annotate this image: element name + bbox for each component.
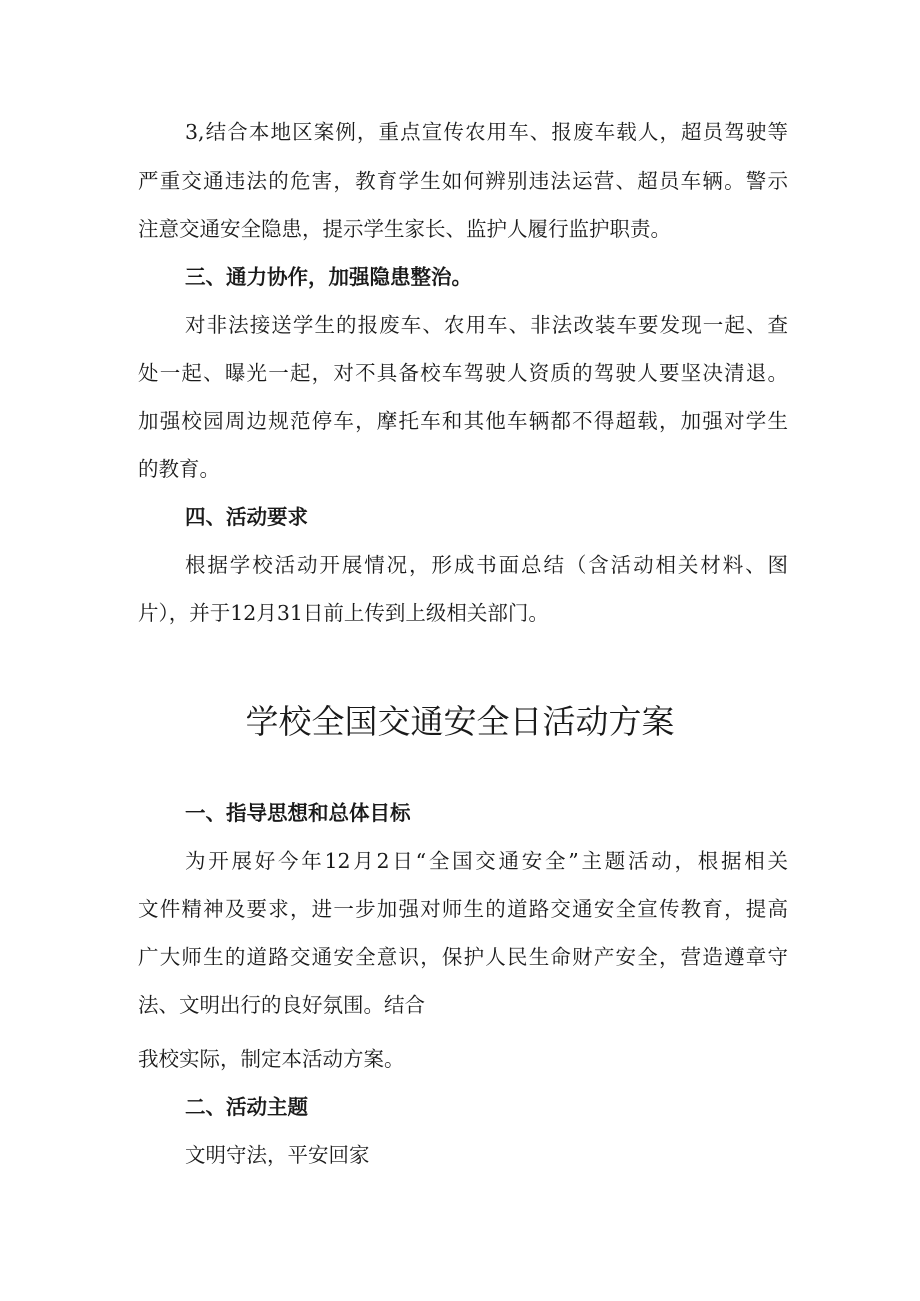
section-heading-1: 一、指导思想和总体目标	[185, 801, 411, 825]
section-heading-2: 二、活动主题	[185, 1095, 308, 1119]
section-heading-3: 三、通力协作，加强隐患整治。	[185, 265, 472, 289]
paragraph-line: 文件精神及要求，进一步加强对师生的道路交通安全宣传教育，提高	[138, 897, 788, 921]
section-heading-4: 四、活动要求	[185, 505, 308, 529]
paragraph-line: 加强校园周边规范停车，摩托车和其他车辆都不得超载，加强对学生	[138, 409, 788, 433]
paragraph-line: 文明守法，平安回家	[185, 1143, 370, 1167]
paragraph-line: 广大师生的道路交通安全意识，保护人民生命财产安全，营造遵章守	[138, 945, 788, 969]
paragraph-line: 处一起、曝光一起，对不具备校车驾驶人资质的驾驶人要坚决清退。	[138, 361, 788, 385]
paragraph-line: 注意交通安全隐患，提示学生家长、监护人履行监护职责。	[138, 217, 671, 241]
document-title: 学校全国交通安全日活动方案	[245, 702, 675, 741]
paragraph-line: 的教育。	[138, 457, 220, 481]
paragraph-line: 对非法接送学生的报废车、农用车、非法改装车要发现一起、查	[185, 313, 788, 337]
paragraph-line: 法、文明出行的良好氛围。结合	[138, 993, 425, 1017]
paragraph-line: 严重交通违法的危害，教育学生如何辨别违法运营、超员车辆。警示	[138, 169, 788, 193]
paragraph-line: 根据学校活动开展情况，形成书面总结（含活动相关材料、图	[185, 553, 788, 577]
paragraph-line: 3,结合本地区案例，重点宣传农用车、报废车载人，超员驾驶等	[185, 120, 788, 144]
paragraph-line: 片），并于12月31日前上传到上级相关部门。	[138, 601, 549, 625]
paragraph-line: 我校实际，制定本活动方案。	[138, 1047, 405, 1071]
paragraph-line: 为开展好今年12月2日“全国交通安全”主题活动，根据相关	[185, 849, 788, 873]
